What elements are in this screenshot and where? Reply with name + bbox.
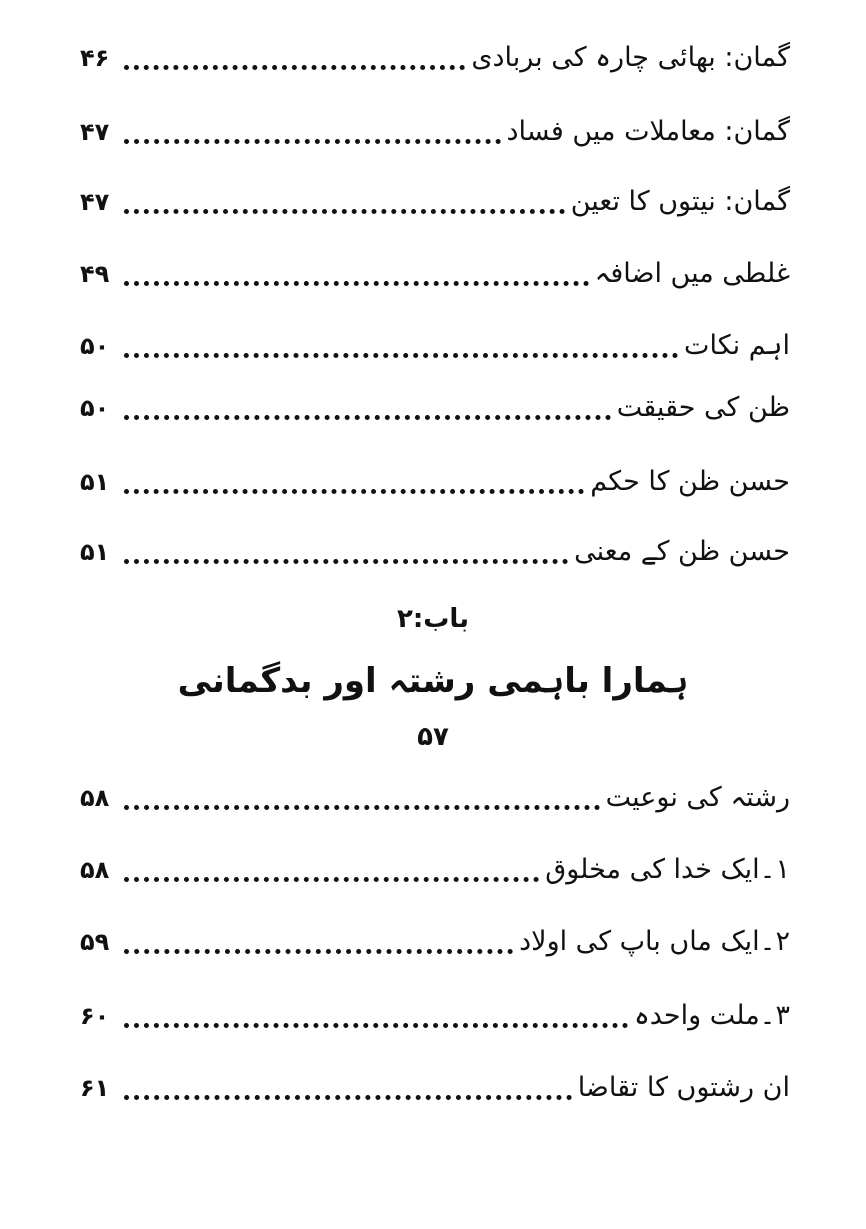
toc-entry-page: ۵۹: [80, 928, 110, 956]
toc-entry-page: ۴۷: [80, 188, 110, 216]
toc-entry-page: ۵۰: [80, 332, 110, 360]
toc-entry: [80, 378, 790, 428]
toc-entry: [80, 172, 790, 222]
toc-entry-page: ۴۷: [80, 118, 110, 146]
toc-entry-page: ۴۹: [80, 260, 110, 288]
toc-entry-title: ان رشتوں کا تقاضا: [577, 1072, 790, 1103]
toc-entry-title: گمان: بھائی چارہ کی بربادی: [471, 42, 790, 73]
dot-leader: [124, 1023, 628, 1028]
toc-entry-title: حسن ظن کا حکم: [590, 466, 790, 497]
toc-entry: [80, 316, 790, 366]
chapter-page-number: ۵۷: [417, 722, 449, 752]
dot-leader: [124, 1095, 572, 1100]
toc-entry: [80, 244, 790, 294]
toc-entry-title: گمان: معاملات میں فساد: [506, 116, 790, 147]
toc-entry-page: ۴۶: [80, 44, 110, 72]
toc-entry: [80, 986, 790, 1036]
toc-entry: [80, 1058, 790, 1108]
dot-leader: [124, 877, 539, 882]
toc-entry-page: ۵۱: [80, 468, 110, 496]
dot-leader: [124, 489, 584, 494]
toc-entry-title: ۲۔ایک ماں باپ کی اولاد: [519, 926, 790, 957]
toc-entry-page: ۶۰: [80, 1002, 110, 1030]
toc-entry-page: ۵۸: [80, 856, 110, 884]
toc-entry-page: ۵۸: [80, 784, 110, 812]
toc-entry-title: رشتہ کی نوعیت: [605, 782, 790, 813]
dot-leader: [124, 949, 513, 954]
toc-entry-title: اہم نکات: [684, 330, 790, 361]
toc-entry-title: حسن ظن کے معنی: [574, 536, 790, 567]
toc-entry-page: ۵۱: [80, 538, 110, 566]
dot-leader: [124, 415, 611, 420]
chapter-label: باب:۲: [397, 604, 469, 634]
toc-entry-title: ظن کی حقیقت: [616, 392, 790, 423]
toc-entry-title: ۱۔ایک خدا کی مخلوق: [545, 854, 790, 885]
toc-entry-page: ۵۰: [80, 394, 110, 422]
toc-entry: [80, 768, 790, 818]
toc-entry: [80, 28, 790, 78]
toc-entry-title: غلطی میں اضافہ: [594, 258, 790, 289]
toc-entry-page: ۶۱: [80, 1074, 110, 1102]
chapter-title: ہمارا باہمی رشتہ اور بدگمانی: [177, 661, 689, 701]
dot-leader: [124, 353, 678, 358]
toc-entry-title: ۳۔ملت واحدہ: [633, 1000, 790, 1031]
dot-leader: [124, 209, 565, 214]
dot-leader: [124, 65, 465, 70]
toc-entry: [80, 840, 790, 890]
toc-entry-title: گمان: نیتوں کا تعین: [570, 186, 790, 217]
dot-leader: [124, 139, 501, 144]
toc-entry: [80, 912, 790, 962]
dot-leader: [124, 559, 568, 564]
toc-entry: [80, 452, 790, 502]
dot-leader: [124, 805, 600, 810]
toc-entry: [80, 102, 790, 152]
toc-entry: [80, 522, 790, 572]
dot-leader: [124, 281, 589, 286]
